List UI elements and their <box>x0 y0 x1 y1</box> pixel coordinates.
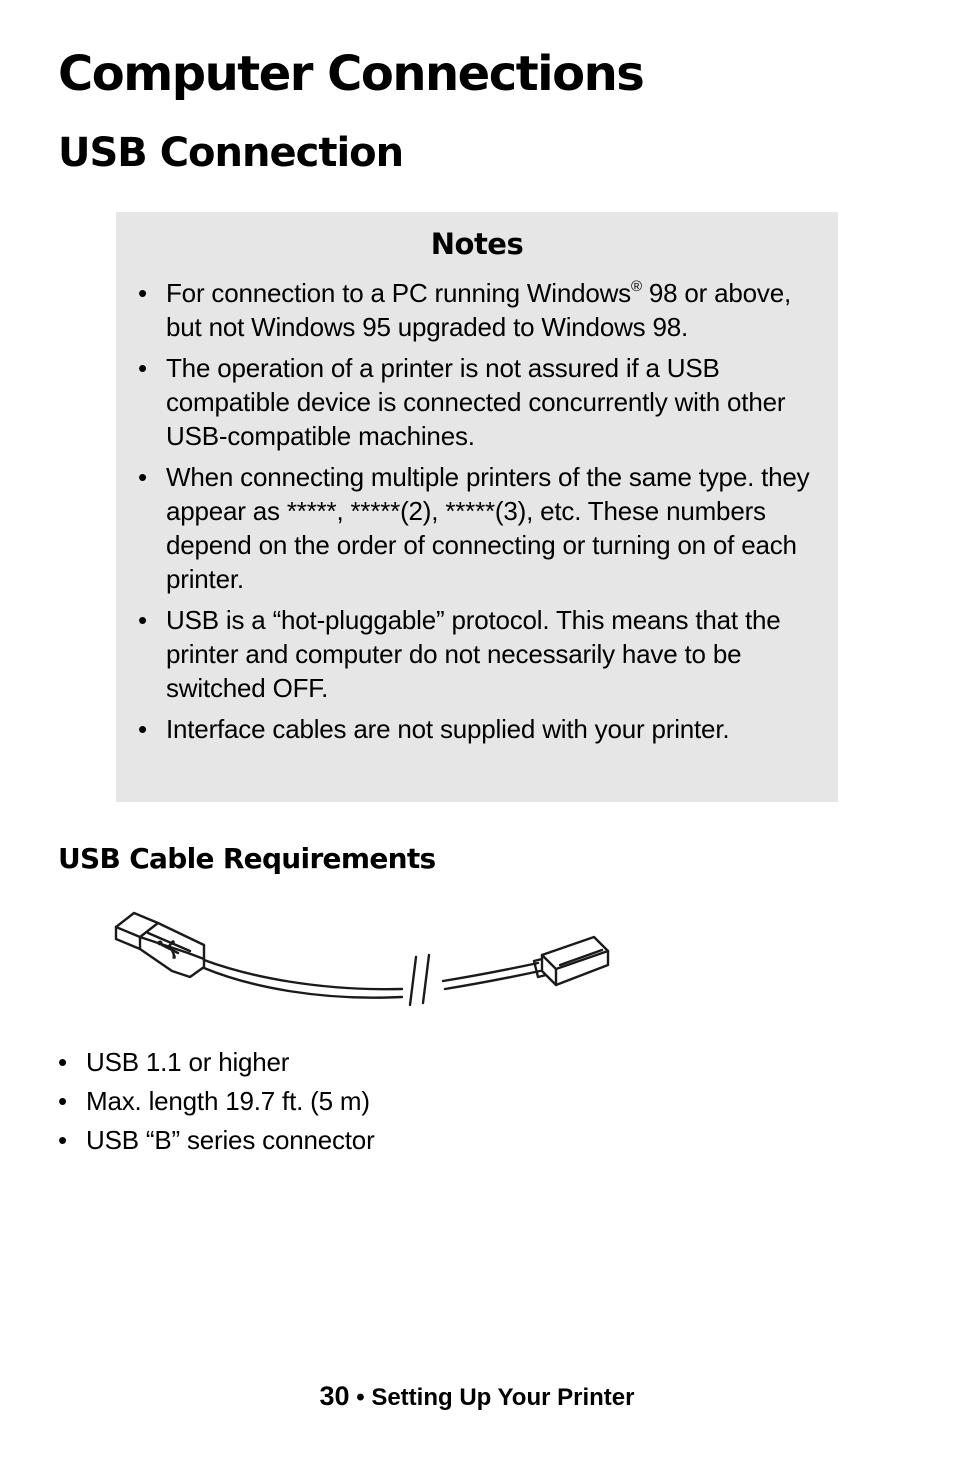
requirement-item: • USB 1.1 or higher <box>56 1043 375 1082</box>
note-item: • When connecting multiple printers of the same type. they appear as *****, *****(2), *****(3), etc. These numbers depend on the order of connecting or turning on of each printer. <box>136 460 826 596</box>
note-item: • Interface cables are not supplied with your printer. <box>136 712 826 746</box>
page-footer <box>0 1378 954 1416</box>
note-text: 98 or above, but not Windows 95 upgraded to Windows 98. <box>166 278 792 342</box>
footer-section: Setting Up Your Printer <box>371 1384 635 1411</box>
page-title: Computer Connections <box>58 46 644 102</box>
note-text: For connection to a PC running Windows <box>166 278 631 308</box>
note-item: • USB is a “hot-pluggable” protocol. This means that the printer and computer do not necessarily have to be switched OFF. <box>136 603 826 705</box>
usb-cable-illustration-icon <box>110 905 625 1015</box>
section-title: USB Connection <box>58 130 404 176</box>
requirement-item: • USB “B” series connector <box>56 1121 375 1160</box>
usb-cable-requirements-heading: USB Cable Requirements <box>58 842 436 875</box>
note-item <box>136 276 826 344</box>
note-item: • The operation of a printer is not assured if a USB compatible device is connected concurrently with other USB-compatible machines. <box>136 351 826 453</box>
requirement-item: • Max. length 19.7 ft. (5 m) <box>56 1082 375 1121</box>
registered-mark: ® <box>630 278 642 295</box>
footer-separator: • <box>356 1384 365 1411</box>
cable-requirements-list <box>56 1043 375 1160</box>
page-number: 30 <box>319 1381 350 1411</box>
notes-heading: Notes <box>430 227 524 261</box>
notes-list <box>136 276 826 753</box>
